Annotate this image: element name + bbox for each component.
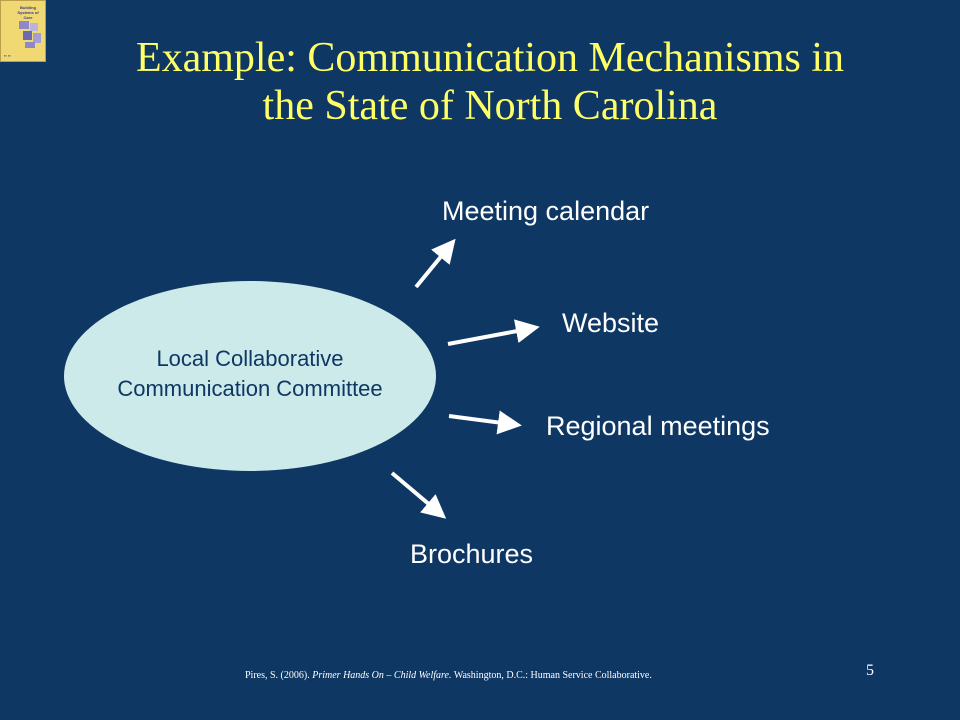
- brochures-label: Brochures: [410, 539, 534, 569]
- title-line-2: the State of North Carolina: [262, 83, 718, 129]
- logo-text-line-3: Care: [23, 15, 33, 20]
- arrow-to-meeting-calendar: [416, 248, 448, 287]
- regional-meetings-label: Regional meetings: [546, 411, 770, 441]
- citation: [245, 670, 652, 681]
- committee-label: [64, 344, 436, 404]
- logo-bottom-mark: ▪▪ ▪▪: [4, 53, 11, 58]
- arrow-to-brochures: [392, 473, 437, 511]
- committee-label-line-2: Communication Committee: [117, 376, 383, 401]
- committee-label-line-1: Local Collaborative: [156, 346, 344, 371]
- logo-text-line-2: Systems of: [17, 10, 39, 15]
- arrow-to-website: [448, 329, 528, 344]
- logo-text-line-1: Building: [20, 5, 36, 10]
- website-label: Website: [562, 308, 660, 338]
- meeting-calendar-label: Meeting calendar: [442, 196, 650, 226]
- page-number: 5: [866, 662, 874, 679]
- title-line-1: Example: Communication Mechanisms in: [135, 35, 845, 81]
- citation-publisher: Washington, D.C.: Human Service Collaborative.: [453, 670, 652, 681]
- arrow-to-regional-meetings: [449, 416, 510, 424]
- citation-author: Pires, S. (2006).: [245, 670, 310, 681]
- citation-work: Primer Hands On – Child Welfare.: [312, 670, 452, 681]
